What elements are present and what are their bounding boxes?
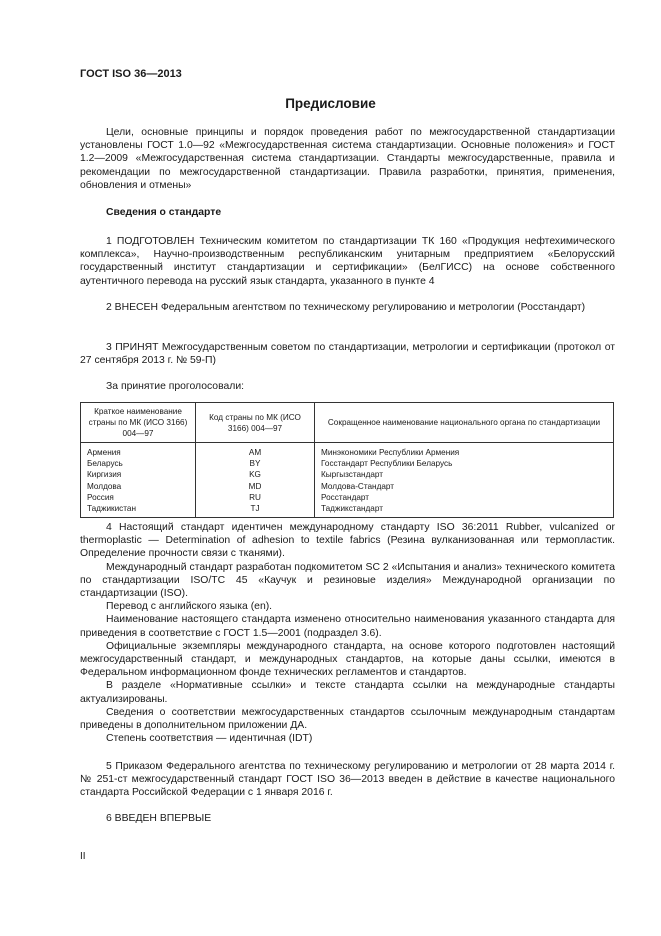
intro-text: Цели, основные принципы и порядок проведения работ по межгосударственной стандартизации установлены ГОСТ 1.0—92 «Межгосударственная система стандартизации. Основные положения» и ГОСТ 1.2—2009 «Межгосударственная система стандартизации. Стандарты межгосударственные, правила и рекомендации по межгосударственной стандартизации. Правила разработки, принятия, применения, обновления и отмены» bbox=[80, 127, 615, 191]
document-id: ГОСТ ISO 36—2013 bbox=[80, 68, 182, 80]
item-4 bbox=[80, 521, 615, 745]
vote-table bbox=[80, 402, 614, 518]
code-cell: MD bbox=[248, 481, 262, 491]
country-cell: Молдова bbox=[87, 481, 122, 491]
country-cell: Таджикистан bbox=[87, 504, 136, 514]
header-country: Краткое наименование страны по МК (ИСО 3166) 004—97 bbox=[81, 403, 196, 443]
code-column bbox=[196, 443, 315, 518]
item-4-text: Официальные экземпляры международного стандарта, на основе которого подготовлен настоящий межгосударственный стандарт, и международных стандартов, на которые даны ссылки, имеются в Федеральном информационном фонде технических регламентов и стандартов. bbox=[80, 640, 615, 679]
body-cell: Минэкономики Республики Армения bbox=[321, 448, 460, 457]
country-column bbox=[81, 443, 196, 518]
info-heading: Сведения о стандарте bbox=[106, 207, 222, 218]
body-cell: Росстандарт bbox=[321, 492, 370, 502]
code-cell: TJ bbox=[250, 504, 260, 514]
item-2-text: 2 ВНЕСЕН Федеральным агентством по техническому регулированию и метрологии (Росстандарт) bbox=[106, 302, 586, 313]
page-title: Предисловие bbox=[285, 96, 376, 111]
page-number: II bbox=[80, 851, 86, 862]
item-2 bbox=[80, 301, 615, 314]
body-cell: Таджикстандарт bbox=[321, 504, 383, 514]
intro-paragraph bbox=[80, 126, 615, 192]
country-cell: Россия bbox=[87, 492, 114, 502]
item-4-text: Перевод с английского языка (en). bbox=[106, 601, 273, 613]
body-cell: Госстандарт Республики Беларусь bbox=[321, 459, 453, 469]
item-5 bbox=[80, 760, 615, 800]
table-row bbox=[81, 443, 614, 518]
country-cell: Армения bbox=[87, 448, 121, 457]
code-cell: RU bbox=[249, 492, 261, 502]
code-cell: KG bbox=[249, 470, 261, 480]
item-1 bbox=[80, 235, 615, 288]
vote-table-header bbox=[81, 403, 614, 443]
vote-intro: За принятие проголосовали: bbox=[106, 381, 245, 392]
item-3 bbox=[80, 341, 615, 367]
item-4-text: Степень соответствия — идентичная (IDT) bbox=[106, 733, 313, 745]
body-cell: Молдова-Стандарт bbox=[321, 481, 395, 491]
country-cell: Киргизия bbox=[87, 470, 122, 480]
item-4-text: Наименование настоящего стандарта изменено относительно наименования указанного стандарта для приведения в соответствие с ГОСТ 1.5—2001 (подраздел 3.6). bbox=[80, 614, 615, 639]
item-4-text: Сведения о соответствии межгосударственных стандартов ссылочным международным стандартам приведены в дополнительном приложении ДА. bbox=[80, 706, 615, 732]
body-cell: Кыргызстандарт bbox=[321, 470, 384, 480]
item-4-text: 4 Настоящий стандарт идентичен международному стандарту ISO 36:2011 Rubber, vulcanized or thermoplastic — Determination of adhesion to textile fabrics (Резина вулканизованная или термопластик. Определение прочности связи с тканями). bbox=[80, 522, 615, 560]
item-5-text: 5 Приказом Федерального агентства по техническому регулированию и метрологии от 28 марта 2014 г. № 251-ст межгосударственный стандарт ГОСТ ISO 36—2013 введен в действие в качестве национального стандарта Российской Федерации с 1 января 2016 г. bbox=[80, 761, 615, 799]
item-6: 6 ВВЕДЕН ВПЕРВЫЕ bbox=[106, 813, 212, 824]
code-cell: AM bbox=[248, 448, 262, 457]
item-4-text: Международный стандарт разработан подкомитетом SC 2 «Испытания и анализ» технического комитета по стандартизации ISO/TC 45 «Каучук и резиновые изделия» Международной организации по стандартизации (ISO). bbox=[80, 561, 615, 600]
body-column bbox=[315, 443, 614, 518]
code-cell: BY bbox=[249, 459, 261, 469]
header-body: Сокращенное наименование национального органа по стандартизации bbox=[315, 403, 614, 443]
header-code: Код страны по МК (ИСО 3166) 004—97 bbox=[196, 403, 315, 443]
item-3-text: 3 ПРИНЯТ Межгосударственным советом по стандартизации, метрологии и сертификации (протокол от 27 сентября 2013 г. № 59-П) bbox=[80, 342, 615, 367]
item-4-text: В разделе «Нормативные ссылки» и тексте стандарта ссылки на международные стандарты актуализированы. bbox=[80, 680, 615, 705]
item-1-text: 1 ПОДГОТОВЛЕН Техническим комитетом по стандартизации ТК 160 «Продукция нефтехимического комплекса», Научно-производственным республиканским унитарным предприятием «Белорусский государственный институт стандартизации и сертификации» (БелГИСС) на основе собственного аутентичного перевода на русский язык стандарта, указанного в пункте 4 bbox=[80, 236, 615, 287]
country-cell: Беларусь bbox=[87, 459, 123, 469]
